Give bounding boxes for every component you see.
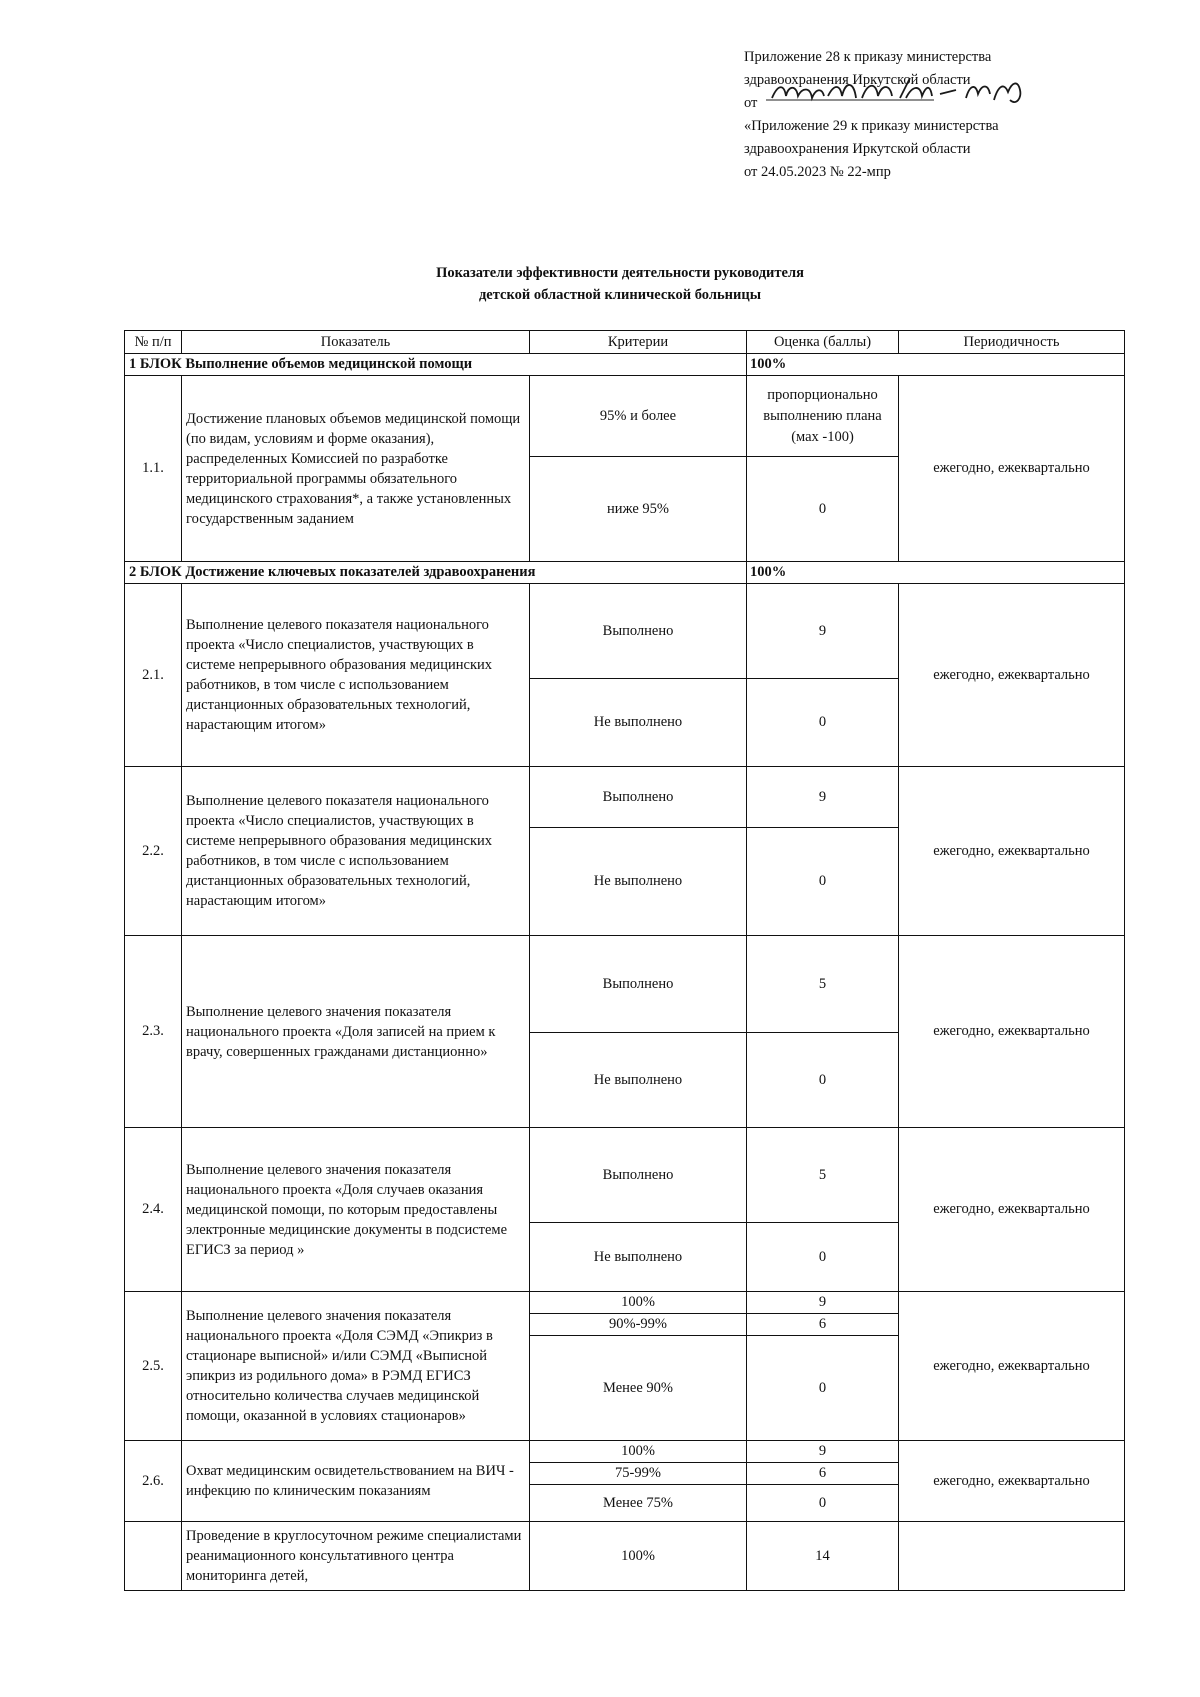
score-cell: 9 bbox=[747, 584, 899, 679]
table-row bbox=[125, 1128, 1125, 1223]
row-number: 2.4. bbox=[125, 1128, 182, 1292]
block-2-row bbox=[125, 562, 1125, 584]
score-cell: 5 bbox=[747, 1128, 899, 1223]
periodicity-cell: ежегодно, ежеквартально bbox=[899, 767, 1125, 936]
header-num: № п/п bbox=[125, 331, 182, 354]
header-periodicity: Периодичность bbox=[899, 331, 1125, 354]
block-2-percent: 100% bbox=[747, 562, 1125, 584]
table-row bbox=[125, 767, 1125, 828]
row-number: 2.2. bbox=[125, 767, 182, 936]
score-cell: 9 bbox=[747, 767, 899, 828]
table-row bbox=[125, 1522, 1125, 1591]
handwritten-signature bbox=[744, 70, 1044, 110]
criteria-cell: ниже 95% bbox=[530, 457, 747, 562]
header-criteria: Критерии bbox=[530, 331, 747, 354]
periodicity-cell: ежегодно, ежеквартально bbox=[899, 584, 1125, 767]
header-line-2: здравоохранения Иркутской области bbox=[744, 72, 971, 88]
indicator-text: Выполнение целевого показателя национального проекта «Число специалистов, участвующих в системе непрерывного образования медицинских работников, в том числе с использованием дистанционных образовательных технологий, нарастающим итогом» bbox=[182, 767, 530, 936]
criteria-cell: 75-99% bbox=[530, 1463, 747, 1485]
criteria-cell: 90%-99% bbox=[530, 1314, 747, 1336]
header-line-6: от 24.05.2023 № 22-мпр bbox=[744, 164, 891, 180]
indicator-text: Выполнение целевого значения показателя национального проекта «Доля записей на прием к врачу, совершенных гражданами дистанционно» bbox=[182, 936, 530, 1128]
table-row bbox=[125, 376, 1125, 457]
criteria-cell: 100% bbox=[530, 1522, 747, 1591]
criteria-cell: Выполнено bbox=[530, 584, 747, 679]
indicator-text: Проведение в круглосуточном режиме специалистами реанимационного консультативного центра мониторинга детей, bbox=[182, 1522, 530, 1591]
indicator-text: Выполнение целевого показателя национального проекта «Число специалистов, участвующих в системе непрерывного образования медицинских работников, в том числе с использованием дистанционных образовательных технологий, нарастающим итогом» bbox=[182, 584, 530, 767]
score-cell: 0 bbox=[747, 828, 899, 936]
periodicity-cell: ежегодно, ежеквартально bbox=[899, 1441, 1125, 1522]
row-number: 2.5. bbox=[125, 1292, 182, 1441]
criteria-cell: 95% и более bbox=[530, 376, 747, 457]
header-line-3: от bbox=[744, 95, 758, 111]
criteria-cell: Не выполнено bbox=[530, 679, 747, 767]
criteria-cell: 100% bbox=[530, 1441, 747, 1463]
document-header bbox=[744, 46, 1164, 184]
criteria-cell: Менее 75% bbox=[530, 1485, 747, 1522]
score-cell: пропорционально выполнению плана (мах -100) bbox=[747, 376, 899, 457]
row-number: 2.6. bbox=[125, 1441, 182, 1522]
score-cell: 0 bbox=[747, 1485, 899, 1522]
header-line-1: Приложение 28 к приказу министерства bbox=[744, 49, 992, 65]
criteria-cell: Менее 90% bbox=[530, 1336, 747, 1441]
table-row bbox=[125, 1292, 1125, 1314]
periodicity-cell: ежегодно, ежеквартально bbox=[899, 376, 1125, 562]
score-cell: 0 bbox=[747, 457, 899, 562]
indicator-text: Выполнение целевого значения показателя национального проекта «Доля СЭМД «Эпикриз в стационаре выписной» и/или СЭМД «Выписной эпикриз из родильного дома» в РЭМД ЕГИСЗ относительно количества случаев медицинской помощи, оказанной в условиях стационаров» bbox=[182, 1292, 530, 1441]
indicator-text: Достижение плановых объемов медицинской помощи (по видам, условиям и форме оказания), распределенных Комиссией по разработке территориальной программы обязательного медицинского страхования*, а также установленных государственным заданием bbox=[182, 376, 530, 562]
row-number: 2.3. bbox=[125, 936, 182, 1128]
criteria-cell: Не выполнено bbox=[530, 1033, 747, 1128]
periodicity-cell: ежегодно, ежеквартально bbox=[899, 936, 1125, 1128]
row-number bbox=[125, 1522, 182, 1591]
table-header-row bbox=[125, 331, 1125, 354]
score-cell: 0 bbox=[747, 1336, 899, 1441]
score-cell: 9 bbox=[747, 1292, 899, 1314]
score-cell: 6 bbox=[747, 1463, 899, 1485]
document-title bbox=[300, 262, 940, 306]
header-indicator: Показатель bbox=[182, 331, 530, 354]
criteria-cell: Выполнено bbox=[530, 1128, 747, 1223]
score-cell: 9 bbox=[747, 1441, 899, 1463]
score-cell: 0 bbox=[747, 679, 899, 767]
header-line-5: здравоохранения Иркутской области bbox=[744, 141, 971, 157]
score-cell: 6 bbox=[747, 1314, 899, 1336]
block-1-label: 1 БЛОК Выполнение объемов медицинской помощи bbox=[125, 354, 747, 376]
block-1-percent: 100% bbox=[747, 354, 1125, 376]
periodicity-cell: ежегодно, ежеквартально bbox=[899, 1292, 1125, 1441]
criteria-cell: 100% bbox=[530, 1292, 747, 1314]
score-cell: 14 bbox=[747, 1522, 899, 1591]
score-cell: 0 bbox=[747, 1223, 899, 1292]
criteria-cell: Не выполнено bbox=[530, 1223, 747, 1292]
score-cell: 0 bbox=[747, 1033, 899, 1128]
score-cell: 5 bbox=[747, 936, 899, 1033]
indicators-table bbox=[124, 330, 1125, 1591]
row-number: 1.1. bbox=[125, 376, 182, 562]
criteria-cell: Выполнено bbox=[530, 936, 747, 1033]
indicator-text: Выполнение целевого значения показателя национального проекта «Доля случаев оказания медицинской помощи, по которым предоставлены электронные медицинские документы в подсистеме ЕГИСЗ за период » bbox=[182, 1128, 530, 1292]
block-1-row bbox=[125, 354, 1125, 376]
header-line-4: «Приложение 29 к приказу министерства bbox=[744, 118, 999, 134]
criteria-cell: Не выполнено bbox=[530, 828, 747, 936]
table-row bbox=[125, 1441, 1125, 1463]
title-line-1: Показатели эффективности деятельности руководителя bbox=[436, 265, 804, 281]
header-score: Оценка (баллы) bbox=[747, 331, 899, 354]
table-row bbox=[125, 584, 1125, 679]
row-number: 2.1. bbox=[125, 584, 182, 767]
periodicity-cell bbox=[899, 1522, 1125, 1591]
criteria-cell: Выполнено bbox=[530, 767, 747, 828]
title-line-2: детской областной клинической больницы bbox=[478, 287, 762, 303]
block-2-label: 2 БЛОК Достижение ключевых показателей здравоохранения bbox=[125, 562, 747, 584]
periodicity-cell: ежегодно, ежеквартально bbox=[899, 1128, 1125, 1292]
table-row bbox=[125, 936, 1125, 1033]
indicator-text: Охват медицинским освидетельствованием на ВИЧ - инфекцию по клиническим показаниям bbox=[182, 1441, 530, 1522]
